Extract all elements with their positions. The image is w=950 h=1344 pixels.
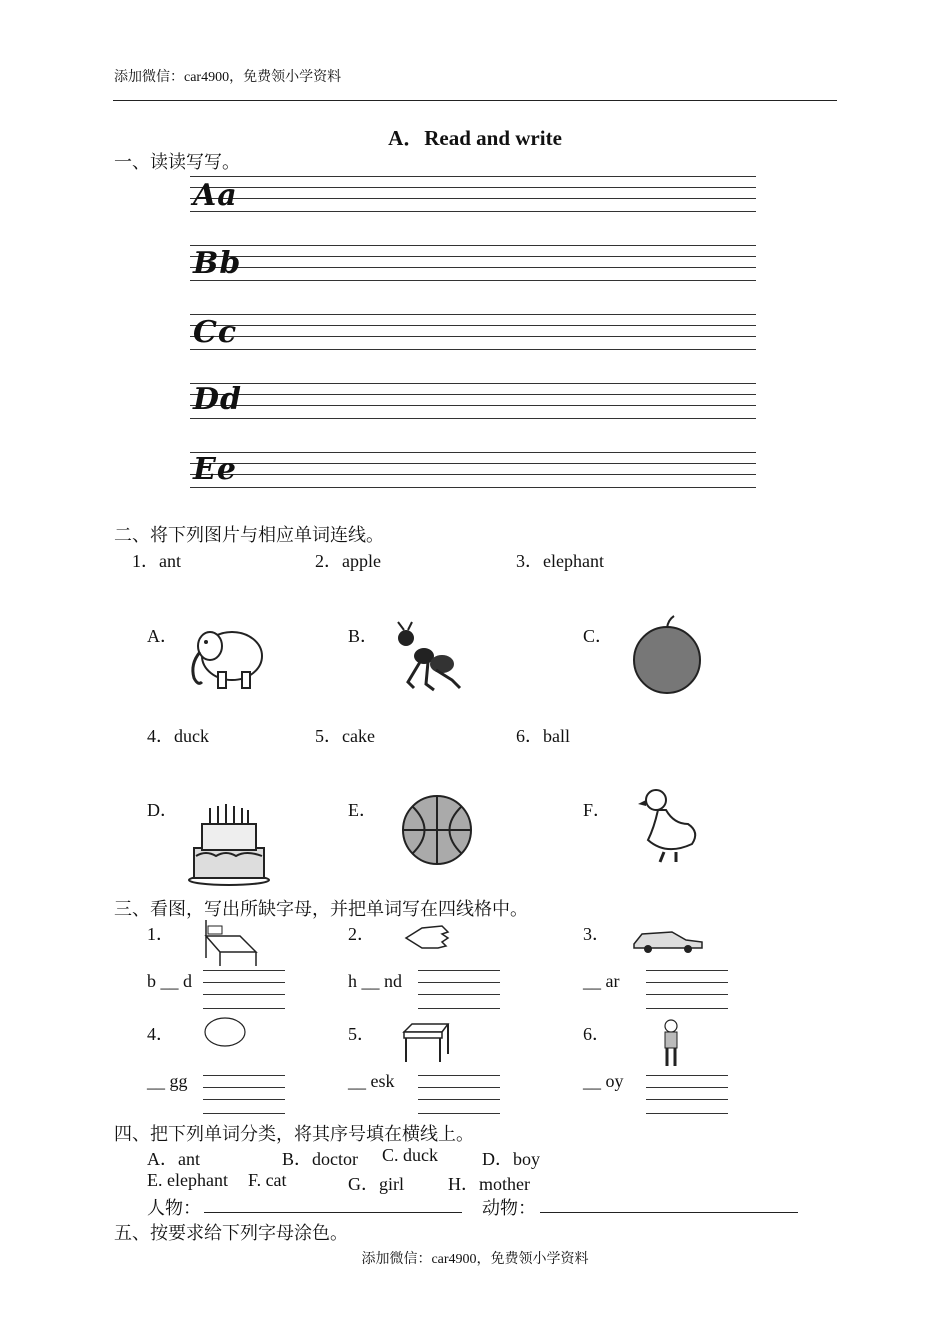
header-rule xyxy=(113,100,837,101)
item-number: 5． xyxy=(348,1024,375,1044)
writing-lines[interactable] xyxy=(418,1075,500,1115)
car-icon xyxy=(632,926,704,954)
apple-icon xyxy=(630,614,704,696)
word-option: H．mother xyxy=(448,1174,530,1194)
word-apple: 2．apple xyxy=(315,551,381,571)
word-option: D．boy xyxy=(482,1149,540,1169)
page-title: A．Read and write xyxy=(388,126,562,150)
writing-lines[interactable] xyxy=(418,970,500,1010)
writing-lines[interactable] xyxy=(203,970,285,1010)
word-option: B．doctor xyxy=(282,1149,358,1169)
word-ball: 6．ball xyxy=(516,726,570,746)
letter-pair-e: Ee xyxy=(193,452,237,487)
pic-label-f: F． xyxy=(583,800,612,820)
four-line-grid xyxy=(190,176,756,216)
word-option: E. elephant xyxy=(147,1170,228,1190)
item-number: 3． xyxy=(583,924,610,944)
blank-word: b __ d xyxy=(147,971,192,991)
egg-icon xyxy=(203,1016,247,1048)
section4-heading: 四、把下列单词分类，将其序号填在横线上。 xyxy=(114,1124,474,1144)
letter-pair-a: Aa xyxy=(193,178,238,213)
item-number: 6． xyxy=(583,1024,610,1044)
animals-answer-line[interactable] xyxy=(540,1212,798,1213)
page-footer: 添加微信：car4900，免费领小学资料 xyxy=(361,1252,589,1267)
blank-word: __ gg xyxy=(147,1071,188,1091)
word-option: A．ant xyxy=(147,1149,200,1169)
people-answer-line[interactable] xyxy=(204,1212,462,1213)
item-number: 2． xyxy=(348,924,375,944)
four-line-grid xyxy=(190,245,756,285)
blank-word: h __ nd xyxy=(348,971,402,991)
blank-word: __ esk xyxy=(348,1071,395,1091)
people-label: 人物： xyxy=(147,1198,201,1218)
pic-label-a: A． xyxy=(147,626,178,646)
blank-word: __ oy xyxy=(583,1071,624,1091)
writing-lines[interactable] xyxy=(646,1075,728,1115)
word-option: F. cat xyxy=(248,1170,287,1190)
ball-icon xyxy=(400,794,474,866)
item-number: 4． xyxy=(147,1024,174,1044)
word-option: C. duck xyxy=(382,1145,438,1165)
four-line-grid xyxy=(190,314,756,354)
boy-icon xyxy=(660,1018,682,1070)
letter-pair-d: Dd xyxy=(193,382,242,417)
pic-label-c: C． xyxy=(583,626,614,646)
hand-icon xyxy=(402,920,452,954)
four-line-grid xyxy=(190,383,756,423)
duck-icon xyxy=(636,784,702,866)
desk-icon xyxy=(402,1022,450,1064)
letter-pair-b: Bb xyxy=(193,246,242,281)
ant-icon xyxy=(386,620,468,698)
writing-lines[interactable] xyxy=(646,970,728,1010)
elephant-icon xyxy=(182,620,268,692)
blank-word: __ ar xyxy=(583,971,620,991)
word-cake: 5．cake xyxy=(315,726,375,746)
section1-heading: 一、读读写写。 xyxy=(114,152,240,172)
pic-label-b: B． xyxy=(348,626,379,646)
bed-icon xyxy=(200,918,260,970)
animals-label: 动物： xyxy=(482,1198,536,1218)
word-ant: 1．ant xyxy=(132,551,181,571)
pic-label-d: D． xyxy=(147,800,178,820)
section3-heading: 三、看图，写出所缺字母，并把单词写在四线格中。 xyxy=(114,899,528,919)
pic-label-e: E． xyxy=(348,800,377,820)
section5-heading: 五、按要求给下列字母涂色。 xyxy=(114,1223,348,1243)
item-number: 1． xyxy=(147,924,174,944)
cake-icon xyxy=(186,796,272,886)
four-line-grid xyxy=(190,452,756,492)
letter-pair-c: Cc xyxy=(193,315,238,350)
word-duck: 4．duck xyxy=(147,726,209,746)
writing-lines[interactable] xyxy=(203,1075,285,1115)
word-elephant: 3．elephant xyxy=(516,551,604,571)
word-option: G．girl xyxy=(348,1174,404,1194)
page-header: 添加微信：car4900，免费领小学资料 xyxy=(114,70,342,85)
section2-heading: 二、将下列图片与相应单词连线。 xyxy=(114,525,384,545)
